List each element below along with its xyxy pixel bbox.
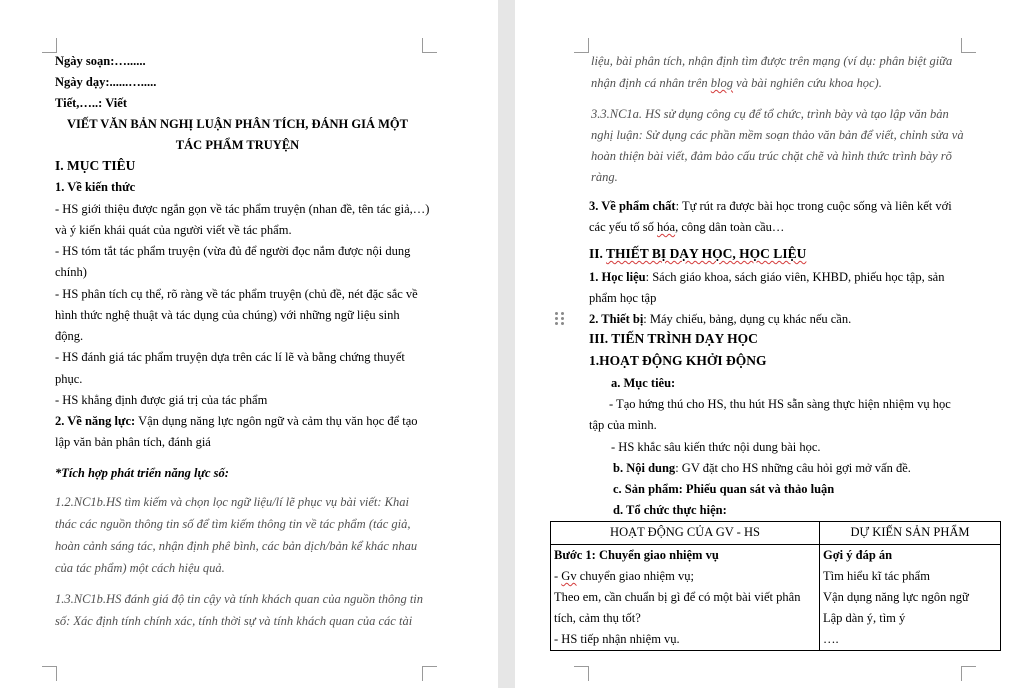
text-span: chuyển giao nhiệm vụ; [576,569,694,583]
margin-corner-mark [422,38,437,53]
body-text[interactable]: phẩm học tập [589,291,657,305]
italic-text[interactable]: liệu, bài phân tích, nhận định tìm được trên mạng (ví dụ: phân biệt giữa [591,54,953,68]
body-text[interactable] [589,311,851,327]
skill-text: Vận dụng năng lực ngôn ngữ và cảm thụ văn học để tạo [138,414,418,428]
margin-corner-mark [961,38,976,53]
spellcheck-word: Gv [561,569,577,583]
cell-text: Lập dàn ý, tìm ý [823,611,906,625]
table-row [551,545,1001,651]
body-text[interactable]: chính) [55,265,87,279]
objective-label[interactable]: a. Mục tiêu: [611,376,676,390]
cell-text: - Gv chuyển giao nhiệm vụ; [554,569,694,583]
body-text[interactable]: - HS phân tích cụ thể, rõ ràng về tác phẩm truyện (chủ đề, nét đặc sắc về [55,287,418,301]
italic-text[interactable]: hoàn cảnh sáng tác, nhận định phê bình, các bản dịch/bản kể khác nhau [55,539,418,553]
margin-corner-mark [574,666,589,681]
document-page-left [0,0,498,688]
body-text[interactable] [589,269,944,285]
digital-skill-heading[interactable]: *Tích hợp phát triển năng lực số: [55,466,229,480]
section-heading[interactable]: III. TIẾN TRÌNH DẠY HỌC [589,331,758,346]
italic-text[interactable] [591,75,882,91]
italic-text[interactable]: 3.3.NC1a. HS sử dụng công cụ để tổ chức, trình bày và tạo lập văn bản [591,107,949,121]
italic-text[interactable]: số: Xác định tính chính xác, tính thời sự và tính khách quan của các tài [55,614,413,628]
italic-text[interactable]: ràng. [591,170,618,184]
text-span: : GV đặt cho HS những câu hỏi gợi mở vấn đề. [675,461,911,475]
italic-text[interactable]: 1.3.NC1b.HS đánh giá độ tin cậy và tính khách quan của nguồn thông tin [55,592,424,606]
text-span: các yếu tố số [589,220,654,234]
text-span: : Sách giáo khoa, sách giáo viên, KHBD, phiếu học tập, sản [645,270,945,284]
activity-heading[interactable]: 1.HOẠT ĐỘNG KHỞI ĐỘNG [589,353,767,368]
text-span: : Tự rút ra được bài học trong cuộc sống và liên kết với [675,199,952,213]
text-span: II. [589,246,603,261]
italic-text[interactable]: 1.2.NC1b.HS tìm kiếm và chọn lọc ngữ liệu/lí lẽ phục vụ bài viết: Khai [55,495,409,509]
table-cell[interactable] [551,545,820,651]
body-text[interactable]: - HS giới thiệu được ngắn gọn về tác phẩm truyện (nhan đề, tên tác giả,…) [55,202,430,216]
text-span: và bài nghiên cứu khoa học). [736,76,882,90]
text-span: nhận định cá nhân trên [591,76,708,90]
margin-corner-mark [42,666,57,681]
skill-label: 2. Về năng lực: [55,414,136,428]
body-text[interactable]: động. [55,329,84,343]
italic-text[interactable]: nghị luận: Sử dụng các phần mềm soạn thảo văn bản để viết, chỉnh sửa và [591,128,964,142]
italic-text[interactable]: của tác phẩm) một cách hiệu quả. [55,561,225,575]
body-text[interactable]: - HS đánh giá tác phẩm truyện dựa trên các lí lẽ và bằng chứng thuyết [55,350,405,364]
spellcheck-phrase: THIẾT BỊ DẠY HỌC, HỌC LIỆU [606,246,807,261]
prep-date[interactable]: Ngày soạn:…...... [55,54,146,68]
body-text[interactable] [613,460,911,476]
spellcheck-word: blog [710,76,734,90]
cell-text: - HS tiếp nhận nhiệm vụ. [554,632,680,646]
table-header-cell[interactable]: HOẠT ĐỘNG CỦA GV - HS [551,522,820,545]
table-header-row [551,522,1001,545]
italic-text[interactable]: thác các nguồn thông tin số để tìm kiếm thông tin về tác phẩm (tác giả, [55,517,411,531]
activity-table[interactable] [550,521,1001,651]
margin-corner-mark [574,38,589,53]
cell-text: …. [823,632,839,646]
teach-date[interactable]: Ngày dạy:......…..... [55,75,157,89]
table-header-cell[interactable]: DỰ KIẾN SẢN PHẨM [820,522,1001,545]
body-text[interactable] [55,413,418,429]
body-text[interactable]: và ý kiến khái quát của người viết về tác phẩm. [55,223,292,237]
margin-corner-mark [422,666,437,681]
table-cell[interactable] [820,545,1001,651]
cell-text: Tìm hiểu kĩ tác phẩm [823,569,930,583]
content-label: b. Nội dung [613,461,676,475]
body-text[interactable] [589,219,784,235]
body-text[interactable]: lập văn bản phân tích, đánh giá [55,435,211,449]
section-heading[interactable]: I. MỤC TIÊU [55,158,136,173]
body-text[interactable]: hình thức nghệ thuật và tác dụng của chúng) với những ngữ liệu sinh [55,308,400,322]
table-move-handle-icon[interactable] [555,312,565,330]
doc-title-line2[interactable]: TÁC PHẨM TRUYỆN [175,138,300,152]
text-span: : Máy chiếu, bảng, dụng cụ khác nếu cần. [643,312,852,326]
body-text[interactable]: - Tạo hứng thú cho HS, thu hút HS sẵn sàng thực hiện nhiệm vụ học [609,397,951,411]
organization-label[interactable]: d. Tổ chức thực hiện: [613,503,727,517]
margin-corner-mark [961,666,976,681]
product-line[interactable]: c. Sản phẩm: Phiếu quan sát và thảo luận [613,482,835,496]
section-heading[interactable] [589,246,806,262]
materials-label: 1. Học liệu [589,270,646,284]
body-text[interactable]: - HS khắc sâu kiến thức nội dung bài học. [611,440,821,454]
cell-text: Theo em, cần chuẩn bị gì để có một bài viết phân [554,590,801,604]
italic-text[interactable]: hoàn thiện bài viết, đảm bảo cấu trúc chặt chẽ và hình thức trình bày rõ [591,149,952,163]
body-text[interactable]: - HS khẳng định được giá trị của tác phẩm [55,393,268,407]
step-label: Bước 1: Chuyển giao nhiệm vụ [554,548,719,562]
cell-text: Vận dụng năng lực ngôn ngữ [823,590,969,604]
period-line[interactable]: Tiết,…..: Viết [55,96,127,110]
subsection-heading[interactable]: 1. Về kiến thức [55,180,136,194]
spellcheck-word: hóa [657,220,676,234]
text-span: , công dân toàn cầu… [675,220,785,234]
body-text[interactable] [589,198,952,214]
body-text[interactable]: - HS tóm tắt tác phẩm truyện (vừa đủ để người đọc nắm được nội dung [55,244,411,258]
quality-label: 3. Về phẩm chất [589,199,676,213]
body-text[interactable]: phục. [55,372,83,386]
margin-corner-mark [42,38,57,53]
body-text[interactable]: tập của mình. [589,418,657,432]
doc-title-line1[interactable]: VIẾT VĂN BẢN NGHỊ LUẬN PHÂN TÍCH, ĐÁNH GIÁ MỘT [66,117,408,131]
cell-text: tích, cảm thụ tốt? [554,611,641,625]
equipment-label: 2. Thiết bị [589,312,644,326]
answer-label: Gợi ý đáp án [823,548,893,562]
